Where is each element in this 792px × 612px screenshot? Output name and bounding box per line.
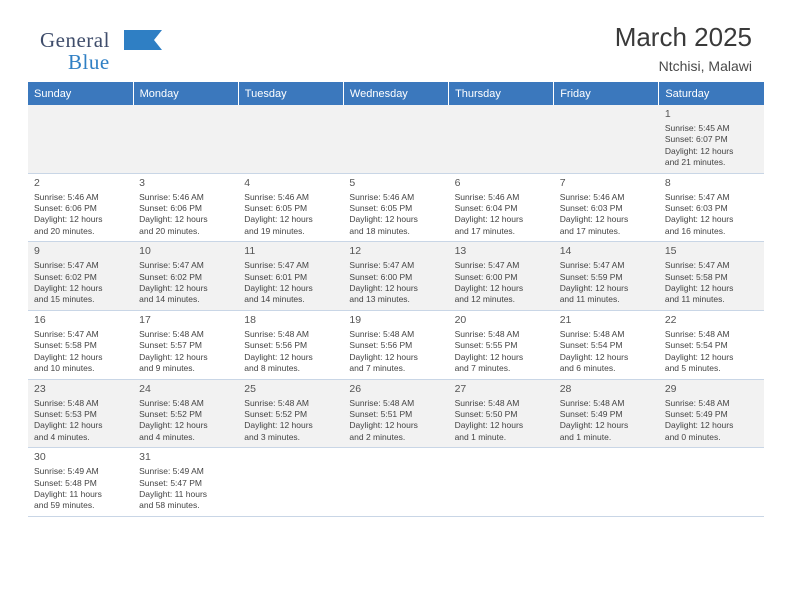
calendar-day-cell [449,242,554,311]
day-number: 22 [664,313,677,326]
day-sunset-text: Sunset: 6:03 PM [559,203,623,214]
day-sunset-text: Sunset: 5:53 PM [34,408,97,419]
day-sunrise-text: Sunrise: 5:48 AM [34,397,99,408]
calendar-week-row [28,105,764,173]
day-sunrise-text: Sunrise: 5:48 AM [244,397,310,408]
day-daylight2-text: and 9 minutes. [139,363,195,374]
day-daylight2-text: and 7 minutes. [349,363,406,374]
calendar-day-cell [343,379,448,448]
day-daylight2-text: and 5 minutes. [664,363,721,374]
calendar-cell-empty [343,105,448,173]
day-sunset-text: Sunset: 5:57 PM [139,340,202,351]
blue-flag-icon [124,30,162,50]
day-sunset-text: Sunset: 6:00 PM [349,271,413,282]
day-number: 19 [349,313,362,326]
day-sunset-text: Sunset: 5:54 PM [559,340,623,351]
day-sunrise-text: Sunrise: 5:48 AM [139,397,204,408]
weekday-header-thursday: Thursday [449,82,554,105]
weekday-header-wednesday: Wednesday [343,82,448,105]
day-daylight1-text: Daylight: 12 hours [139,214,208,225]
day-number: 12 [349,245,362,258]
day-sunrise-text: Sunrise: 5:49 AM [34,466,99,477]
day-number: 14 [559,245,572,258]
day-daylight2-text: and 20 minutes. [34,225,95,236]
calendar-day-cell [449,173,554,242]
weekday-header-row [28,82,764,105]
day-daylight2-text: and 58 minutes. [139,500,200,511]
day-sunrise-text: Sunrise: 5:46 AM [559,191,625,202]
day-sunset-text: Sunset: 6:02 PM [34,271,97,282]
day-daylight2-text: and 17 minutes. [559,225,621,236]
day-daylight1-text: Daylight: 12 hours [349,351,418,362]
day-sunrise-text: Sunrise: 5:47 AM [349,260,415,271]
calendar-day-cell [28,448,133,517]
day-sunrise-text: Sunrise: 5:45 AM [664,123,730,133]
day-sunset-text: Sunset: 6:05 PM [244,203,308,214]
calendar-day-cell [449,310,554,379]
day-sunset-text: Sunset: 5:52 PM [139,408,202,419]
day-sunrise-text: Sunrise: 5:47 AM [454,260,520,271]
day-sunset-text: Sunset: 5:47 PM [139,477,202,488]
day-daylight2-text: and 14 minutes. [139,294,200,305]
day-daylight2-text: and 14 minutes. [244,294,305,305]
day-daylight1-text: Daylight: 12 hours [664,420,734,431]
day-daylight1-text: Daylight: 12 hours [454,351,524,362]
calendar-day-cell [238,379,343,448]
day-daylight1-text: Daylight: 12 hours [559,283,629,294]
day-daylight1-text: Daylight: 12 hours [244,214,313,225]
day-number: 16 [34,313,46,326]
day-daylight2-text: and 1 minute. [559,431,612,442]
day-daylight1-text: Daylight: 12 hours [454,283,524,294]
day-daylight1-text: Daylight: 12 hours [664,214,734,225]
day-sunrise-text: Sunrise: 5:47 AM [244,260,310,271]
day-sunrise-text: Sunrise: 5:46 AM [34,191,99,202]
calendar-cell-empty [554,105,659,173]
calendar-week-row [28,173,764,242]
day-daylight1-text: Daylight: 12 hours [34,283,103,294]
day-daylight1-text: Daylight: 12 hours [664,145,734,156]
calendar-day-cell [659,310,764,379]
day-sunset-text: Sunset: 5:59 PM [559,271,623,282]
calendar-week-row [28,242,764,311]
weekday-header-sunday: Sunday [28,82,133,105]
day-sunset-text: Sunset: 6:04 PM [454,203,518,214]
weekday-header-friday: Friday [554,82,659,105]
day-daylight1-text: Daylight: 12 hours [244,351,313,362]
calendar-day-cell [343,310,448,379]
calendar-day-cell [554,379,659,448]
day-sunrise-text: Sunrise: 5:48 AM [139,328,204,339]
calendar-cell-empty [133,105,238,173]
day-number: 13 [454,245,467,258]
weekday-header-monday: Monday [133,82,238,105]
day-sunrise-text: Sunrise: 5:48 AM [349,397,415,408]
day-daylight2-text: and 2 minutes. [349,431,406,442]
calendar-day-cell [659,379,764,448]
day-sunset-text: Sunset: 5:56 PM [349,340,413,351]
calendar-table [28,82,764,517]
day-sunset-text: Sunset: 5:50 PM [454,408,518,419]
day-sunrise-text: Sunrise: 5:48 AM [559,397,625,408]
day-daylight2-text: and 17 minutes. [454,225,516,236]
day-daylight2-text: and 6 minutes. [559,363,616,374]
day-daylight2-text: and 7 minutes. [454,363,511,374]
day-daylight2-text: and 10 minutes. [34,363,95,374]
day-daylight1-text: Daylight: 12 hours [349,420,418,431]
day-sunset-text: Sunset: 5:49 PM [559,408,623,419]
calendar-week-row [28,310,764,379]
day-sunrise-text: Sunrise: 5:47 AM [559,260,625,271]
day-number: 28 [559,382,572,395]
day-sunrise-text: Sunrise: 5:47 AM [139,260,204,271]
day-daylight2-text: and 19 minutes. [244,225,305,236]
day-daylight1-text: Daylight: 12 hours [34,351,103,362]
day-number: 29 [664,382,677,395]
day-sunset-text: Sunset: 6:01 PM [244,271,308,282]
calendar-day-cell [343,242,448,311]
day-daylight2-text: and 4 minutes. [34,431,90,442]
day-daylight2-text: and 18 minutes. [349,225,410,236]
calendar-day-cell [28,310,133,379]
day-sunrise-text: Sunrise: 5:46 AM [454,191,520,202]
page-header [28,0,764,78]
day-sunset-text: Sunset: 6:06 PM [34,203,97,214]
day-number: 23 [34,382,46,395]
calendar-week-row [28,448,764,517]
calendar-week-row [28,379,764,448]
calendar-day-cell [133,379,238,448]
day-daylight2-text: and 3 minutes. [244,431,301,442]
day-sunset-text: Sunset: 6:02 PM [139,271,202,282]
day-sunset-text: Sunset: 5:52 PM [244,408,308,419]
day-number: 30 [34,451,46,464]
day-sunrise-text: Sunrise: 5:48 AM [664,397,730,408]
calendar-day-cell [238,173,343,242]
day-number: 18 [244,313,256,326]
day-daylight2-text: and 4 minutes. [139,431,195,442]
day-sunset-text: Sunset: 6:06 PM [139,203,202,214]
weekday-header-saturday: Saturday [659,82,764,105]
day-sunrise-text: Sunrise: 5:48 AM [664,328,730,339]
day-sunset-text: Sunset: 5:58 PM [664,271,728,282]
calendar-day-cell [659,242,764,311]
day-daylight1-text: Daylight: 12 hours [349,283,418,294]
day-daylight1-text: Daylight: 12 hours [559,351,629,362]
day-daylight2-text: and 12 minutes. [454,294,516,305]
day-daylight2-text: and 0 minutes. [664,431,721,442]
day-sunset-text: Sunset: 5:58 PM [34,340,97,351]
day-sunset-text: Sunset: 6:05 PM [349,203,413,214]
day-daylight1-text: Daylight: 12 hours [244,420,313,431]
calendar-cell-empty [659,448,764,517]
day-daylight1-text: Daylight: 11 hours [34,488,102,499]
day-daylight1-text: Daylight: 12 hours [139,351,208,362]
calendar-day-cell [238,310,343,379]
day-number: 31 [139,451,151,464]
day-sunset-text: Sunset: 5:51 PM [349,408,413,419]
day-daylight2-text: and 15 minutes. [34,294,95,305]
day-sunset-text: Sunset: 6:00 PM [454,271,518,282]
day-number: 10 [139,245,151,258]
day-sunset-text: Sunset: 6:03 PM [664,203,728,214]
day-sunset-text: Sunset: 5:48 PM [34,477,97,488]
logo-text-general: General [40,28,110,52]
day-sunset-text: Sunset: 6:07 PM [664,134,728,145]
calendar-day-cell [659,105,764,173]
day-sunrise-text: Sunrise: 5:48 AM [454,397,520,408]
day-daylight1-text: Daylight: 12 hours [559,420,629,431]
day-number: 20 [454,313,467,326]
day-number: 17 [139,313,151,326]
calendar-cell-empty [449,448,554,517]
calendar-day-cell [554,242,659,311]
logo-text-blue: Blue [68,50,110,74]
day-daylight1-text: Daylight: 12 hours [139,420,208,431]
day-sunrise-text: Sunrise: 5:46 AM [139,191,204,202]
day-daylight2-text: and 13 minutes. [349,294,410,305]
day-daylight2-text: and 16 minutes. [664,225,726,236]
calendar-day-cell [554,310,659,379]
day-number: 5 [349,176,356,189]
day-sunrise-text: Sunrise: 5:48 AM [454,328,520,339]
day-sunrise-text: Sunrise: 5:47 AM [34,260,99,271]
day-daylight1-text: Daylight: 12 hours [559,214,629,225]
day-sunrise-text: Sunrise: 5:49 AM [139,466,204,477]
day-number: 8 [664,176,671,189]
day-sunrise-text: Sunrise: 5:48 AM [559,328,625,339]
weekday-header-tuesday: Tuesday [238,82,343,105]
calendar-body [28,105,764,516]
day-daylight2-text: and 59 minutes. [34,500,95,511]
day-daylight2-text: and 8 minutes. [244,363,301,374]
calendar-day-cell [133,242,238,311]
day-daylight2-text: and 11 minutes. [664,294,725,305]
day-number: 11 [244,245,256,258]
day-sunset-text: Sunset: 5:55 PM [454,340,518,351]
day-daylight1-text: Daylight: 12 hours [244,283,313,294]
calendar-day-cell [28,379,133,448]
day-sunset-text: Sunset: 5:56 PM [244,340,308,351]
day-number: 26 [349,382,362,395]
day-number: 3 [139,176,145,189]
day-number: 9 [34,245,40,258]
calendar-day-cell [343,173,448,242]
title-block [615,22,752,75]
day-sunrise-text: Sunrise: 5:47 AM [34,328,99,339]
page-subtitle: Ntchisi, Malawi [658,58,752,74]
page-title: March 2025 [614,22,752,52]
day-daylight2-text: and 11 minutes. [559,294,620,305]
calendar-cell-empty [554,448,659,517]
calendar-cell-empty [28,105,133,173]
day-daylight1-text: Daylight: 12 hours [139,283,208,294]
calendar-day-cell [28,242,133,311]
day-daylight2-text: and 20 minutes. [139,225,200,236]
day-sunrise-text: Sunrise: 5:48 AM [244,328,310,339]
day-daylight1-text: Daylight: 12 hours [664,351,734,362]
day-sunset-text: Sunset: 5:54 PM [664,340,728,351]
day-daylight1-text: Daylight: 12 hours [454,214,524,225]
day-number: 24 [139,382,151,395]
day-daylight1-text: Daylight: 11 hours [139,488,208,499]
day-number: 6 [454,176,461,189]
calendar-day-cell [659,173,764,242]
day-number: 25 [244,382,256,395]
day-number: 7 [559,176,566,189]
day-sunrise-text: Sunrise: 5:47 AM [664,191,730,202]
day-daylight2-text: and 21 minutes. [664,157,726,168]
calendar-cell-empty [238,105,343,173]
calendar-day-cell [554,173,659,242]
calendar-day-cell [133,173,238,242]
calendar-cell-empty [238,448,343,517]
day-daylight1-text: Daylight: 12 hours [349,214,418,225]
day-sunrise-text: Sunrise: 5:46 AM [244,191,310,202]
day-number: 2 [34,176,40,189]
logo [40,28,220,75]
calendar-day-cell [133,448,238,517]
day-number: 1 [664,108,671,120]
calendar-cell-empty [449,105,554,173]
day-sunrise-text: Sunrise: 5:48 AM [349,328,415,339]
day-daylight1-text: Daylight: 12 hours [664,283,734,294]
day-sunrise-text: Sunrise: 5:47 AM [664,260,730,271]
day-daylight1-text: Daylight: 12 hours [34,214,103,225]
calendar-day-cell [449,379,554,448]
day-number: 27 [454,382,467,395]
calendar-cell-empty [343,448,448,517]
day-sunset-text: Sunset: 5:49 PM [664,408,728,419]
day-number: 21 [559,313,572,326]
day-sunrise-text: Sunrise: 5:46 AM [349,191,415,202]
day-daylight2-text: and 1 minute. [454,431,507,442]
calendar-day-cell [238,242,343,311]
day-daylight1-text: Daylight: 12 hours [34,420,103,431]
calendar-day-cell [133,310,238,379]
day-number: 15 [664,245,677,258]
calendar-day-cell [28,173,133,242]
day-number: 4 [244,176,251,189]
day-daylight1-text: Daylight: 12 hours [454,420,524,431]
